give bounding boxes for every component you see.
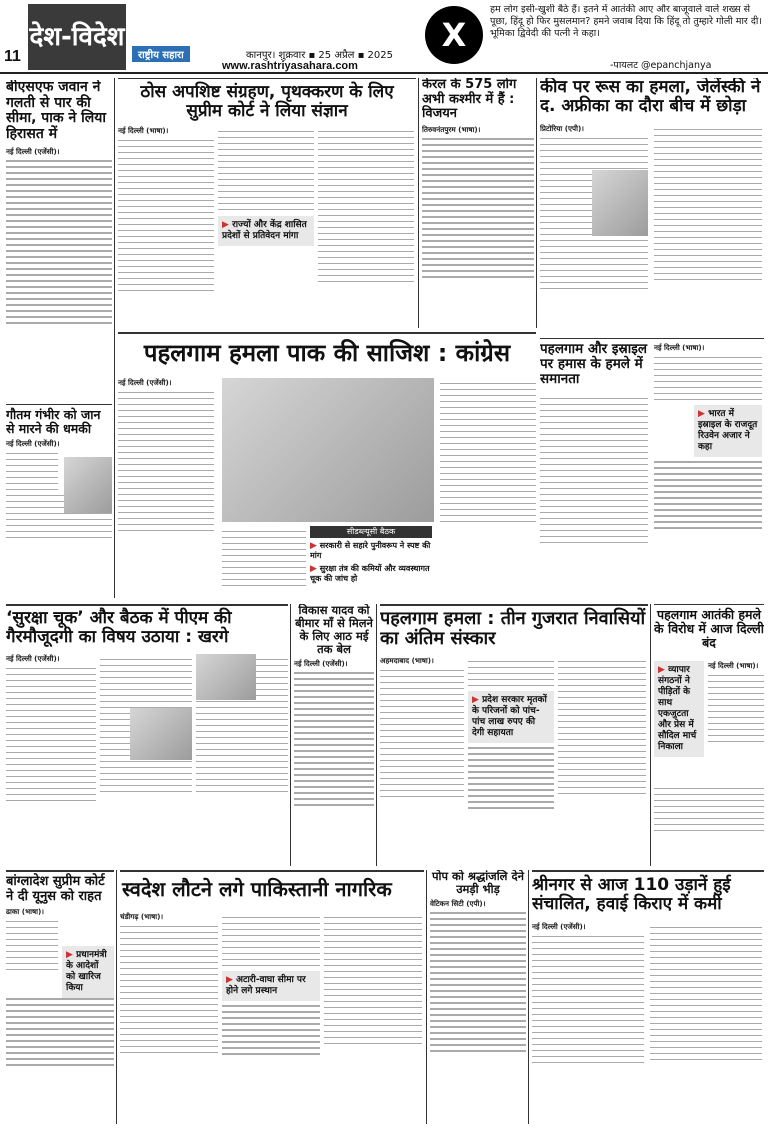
bullet-box xyxy=(310,526,432,584)
tweet-handle: -पायलट @epanchjanya xyxy=(610,60,712,71)
headline: पहलगाम आतंकी हमले के विरोध में आज दिल्ली बंद xyxy=(654,607,764,650)
kharge-photo xyxy=(130,708,192,760)
article-gujarat xyxy=(380,604,648,866)
zelensky-photo xyxy=(592,170,648,236)
article-dateline: नई दिल्ली (भाषा)। xyxy=(118,126,169,135)
article-body xyxy=(380,656,464,802)
article-dateline: नई दिल्ली (एजेंसी)। xyxy=(6,146,60,156)
article-gambhir xyxy=(6,404,112,600)
headline: गौतम गंभीर को जान से मारने की धमकी xyxy=(6,407,101,436)
article-supreme-court xyxy=(118,78,416,326)
headline: ठोस अपशिष्ट संग्रहण, पृथक्करण के लिए सुप्रीम कोर्ट ने लिया संज्ञान xyxy=(118,78,416,125)
triangle-icon: ▶ xyxy=(222,220,229,230)
pull-quote: ▶ भारत में इस्राइल के राजदूत रिउवेन अजार ने कहा xyxy=(694,405,762,457)
site-url[interactable]: www.rashtriyasahara.com xyxy=(222,60,358,72)
bullet-point: सुरक्षा तंत्र की कमियों और व्यवस्थागत चूक की जांच हो xyxy=(310,564,430,583)
pull-quote: ▶ प्रधानमंत्री के आदेशों को खारिज किया xyxy=(62,946,114,998)
article-dateline: नई दिल्ली (भाषा)। xyxy=(654,343,705,352)
gambhir-photo xyxy=(64,457,112,513)
article-body xyxy=(6,160,112,324)
article-dateline: नई दिल्ली (भाषा)। xyxy=(708,661,759,670)
x-logo-icon: X xyxy=(425,6,483,64)
triangle-icon: ▶ xyxy=(310,541,317,551)
publication-name: राष्ट्रीय सहारा xyxy=(132,46,190,62)
cwc-meeting-photo xyxy=(222,378,434,522)
article-kerala xyxy=(422,78,534,326)
article-body xyxy=(118,378,214,536)
pull-quote: ▶ प्रदेश सरकार मृतकों के परिजनों को पांच-पांच लाख रुपए की देगी सहायता xyxy=(468,691,554,743)
triangle-icon: ▶ xyxy=(698,408,705,419)
article-vikas-yadav xyxy=(294,604,374,866)
headline: पहलगाम हमला : तीन गुजरात निवासियों का अंतिम संस्कार xyxy=(380,608,646,650)
article-body xyxy=(430,912,526,1052)
headline: कीव पर रूस का हमला, जेलेंस्की ने द. अफ्रीका का दौरा बीच में छोड़ा xyxy=(540,78,761,117)
triangle-icon: ▶ xyxy=(310,564,317,574)
tweet-quote: हम लोग इसी-खुशी बैठे हैं। इतने में आतंकी आए और बाजूवाले वाले शख्स से पूछा, हिंदू हो फिर मुसलमान? हमने जवाब दिया कि हिंदू तो तुम्हारे गोली मार दी। भूमिका द्विवेदी की पत्नी ने कहा। xyxy=(490,4,762,39)
section-title: देश-विदेश xyxy=(28,4,126,70)
triangle-icon: ▶ xyxy=(226,974,233,985)
article-kyiv xyxy=(540,78,764,336)
article-body xyxy=(6,916,58,975)
article-body xyxy=(120,912,218,1058)
article-dateline: नई दिल्ली (एजेंसी)। xyxy=(294,658,348,668)
article-bangladesh xyxy=(6,870,114,1124)
article-body xyxy=(422,138,534,278)
pull-quote: ▶ अटारी-वाघा सीमा पर होने लगे प्रस्थान xyxy=(222,971,320,1001)
article-dateline: अहमदाबाद (भाषा)। xyxy=(380,656,434,665)
article-pope xyxy=(430,870,526,1124)
headline: बीएसएफ जवान ने गलती से पार की सीमा, पाक ने लिया हिरासत में xyxy=(6,80,106,143)
article-dateline: नई दिल्ली (एजेंसी)। xyxy=(118,378,172,387)
article-body xyxy=(708,661,764,747)
article-dateline: नई दिल्ली (एजेंसी)। xyxy=(6,439,60,448)
article-dateline: ढाका (भाषा)। xyxy=(6,907,45,917)
article-dateline: नई दिल्ली (एजेंसी)। xyxy=(532,922,586,931)
headline: श्रीनगर से आज 110 उड़ानें हुई संचालित, हवाई किराए में कमी xyxy=(532,875,731,915)
article-dateline: तिरुवनंतपुरम (भाषा)। xyxy=(422,124,481,134)
article-body xyxy=(118,126,416,326)
headline: विकास यादव को बीमार माँ से मिलने के लिए आठ मई तक बेल xyxy=(295,604,373,656)
article-delhi-bandh xyxy=(654,604,764,866)
headline: पोप को श्रद्धांजलि देने उमड़ी भीड़ xyxy=(432,870,524,896)
article-congress xyxy=(118,332,536,600)
article-body xyxy=(6,654,96,806)
article-body xyxy=(6,453,58,491)
article-body xyxy=(532,922,644,1068)
dateline: कानपुर। शुक्रवार ▪ 25 अप्रैल ▪ 2025 xyxy=(246,50,394,61)
article-dateline: वेटिकन सिटी (एपी)। xyxy=(430,898,486,908)
article-kharge xyxy=(6,604,288,866)
headline: बांग्लादेश सुप्रीम कोर्ट ने दी यूनुस को राहत xyxy=(6,874,105,904)
triangle-icon: ▶ xyxy=(66,950,73,961)
headline: केरल के 575 लोग अभी कश्मीर में हैं : विजयन xyxy=(422,78,517,122)
article-pakistani-citizens xyxy=(120,870,424,1124)
article-dateline: चंडीगढ़ (भाषा)। xyxy=(120,912,164,921)
article-dateline: नई दिल्ली (एजेंसी)। xyxy=(6,654,60,663)
publication-logo xyxy=(132,46,194,62)
article-israel xyxy=(540,338,764,600)
rahul-photo xyxy=(196,654,256,700)
triangle-icon: ▶ xyxy=(472,694,479,705)
pull-quote: ▶ व्यापार संगठनों ने पीड़ितों के साथ एकजुटता और प्रेस में सौदिल मार्च निकाला xyxy=(654,661,704,757)
bullet-point: सरकारी से सहारे पुनीवरूप ने स्पष्ट की मांग xyxy=(310,541,431,560)
headline: पहलगाम और इस्राइल पर हमास के हमले में समानता xyxy=(540,341,648,388)
headline: स्वदेश लौटने लगे पाकिस्तानी नागरिक xyxy=(122,877,392,901)
headline: ‘सुरक्षा चूक’ और बैठक में पीएम की गैरमौजूदगी का विषय उठाया : खरगे xyxy=(6,608,232,648)
article-body xyxy=(294,672,374,806)
article-dateline: प्रिटोरिया (एपी)। xyxy=(540,124,584,133)
article-body xyxy=(540,393,648,548)
page-number: 11 xyxy=(4,48,21,65)
headline: पहलगाम हमला पाक की साजिश : कांग्रेस xyxy=(143,339,511,367)
photo-caption: सीडब्ल्यूसी बैठक xyxy=(310,526,432,538)
article-srinagar-flights xyxy=(532,870,764,1124)
article-bsf xyxy=(6,80,112,400)
triangle-icon: ▶ xyxy=(658,665,665,675)
pull-quote: ▶ राज्यों और केंद्र शासित प्रदेशों से प्रतिवेदन मांगा xyxy=(218,216,314,246)
